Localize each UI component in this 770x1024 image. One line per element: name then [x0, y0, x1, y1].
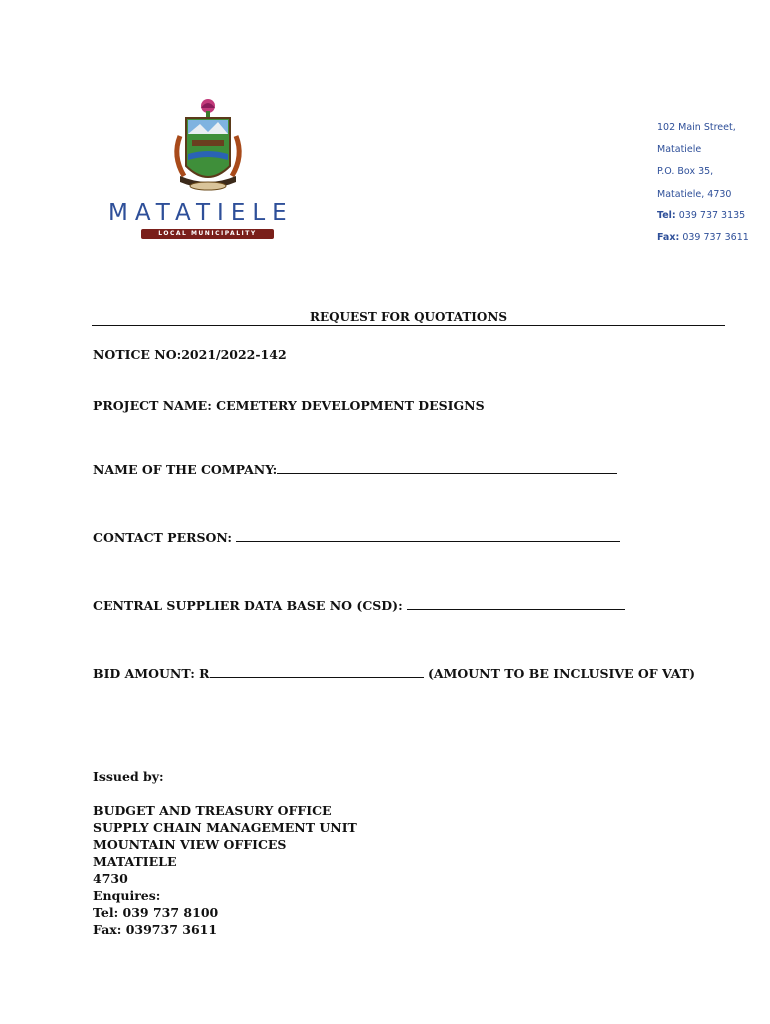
- tel-label: Tel:: [657, 210, 676, 221]
- contact-person-label: CONTACT PERSON:: [93, 530, 233, 545]
- company-name-label: NAME OF THE COMPANY:: [93, 462, 278, 477]
- address-line-4: Matatiele, 4730: [657, 189, 732, 200]
- fax-value: 039 737 3611: [682, 232, 749, 243]
- contact-person-blank[interactable]: [236, 530, 620, 542]
- bid-amount-label: BID AMOUNT: R: [93, 666, 210, 681]
- issuer-line: SUPPLY CHAIN MANAGEMENT UNIT: [93, 820, 357, 835]
- title-rule: [92, 325, 725, 326]
- company-name-blank[interactable]: [277, 462, 617, 474]
- issuer-line: MOUNTAIN VIEW OFFICES: [93, 837, 287, 852]
- csd-number-blank[interactable]: [407, 598, 625, 610]
- issuer-line: Tel: 039 737 8100: [93, 905, 219, 920]
- bid-amount-blank[interactable]: [210, 666, 424, 678]
- address-fax: [657, 232, 749, 243]
- issuer-line: BUDGET AND TREASURY OFFICE: [93, 803, 332, 818]
- municipality-name: MATATIELE: [108, 200, 294, 226]
- address-line-3: P.O. Box 35,: [657, 166, 714, 177]
- address-line-1: 102 Main Street,: [657, 122, 736, 133]
- issuer-line: Enquires:: [93, 888, 161, 903]
- csd-number-label: CENTRAL SUPPLIER DATA BASE NO (CSD):: [93, 598, 403, 613]
- csd-number-field: [93, 598, 625, 613]
- issuer-block: [93, 802, 357, 938]
- issuer-line: MATATIELE: [93, 854, 177, 869]
- project-name: PROJECT NAME: CEMETERY DEVELOPMENT DESIGNS: [93, 398, 485, 413]
- notice-number: NOTICE NO:2021/2022-142: [93, 347, 287, 362]
- document-title: REQUEST FOR QUOTATIONS: [309, 310, 507, 324]
- fax-label: Fax:: [657, 232, 680, 243]
- address-line-2: Matatiele: [657, 144, 702, 155]
- contact-person-field: [93, 530, 620, 545]
- bid-amount-field: [93, 666, 695, 681]
- issued-by-label: Issued by:: [93, 769, 164, 784]
- address-tel: [657, 210, 745, 221]
- issuer-line: Fax: 039737 3611: [93, 922, 218, 937]
- issuer-line: 4730: [93, 871, 128, 886]
- company-name-field: [93, 462, 617, 477]
- tel-value: 039 737 3135: [678, 210, 746, 221]
- municipality-subtitle-banner: LOCAL MUNICIPALITY: [141, 229, 274, 239]
- bid-amount-note: (AMOUNT TO BE INCLUSIVE OF VAT): [427, 666, 695, 681]
